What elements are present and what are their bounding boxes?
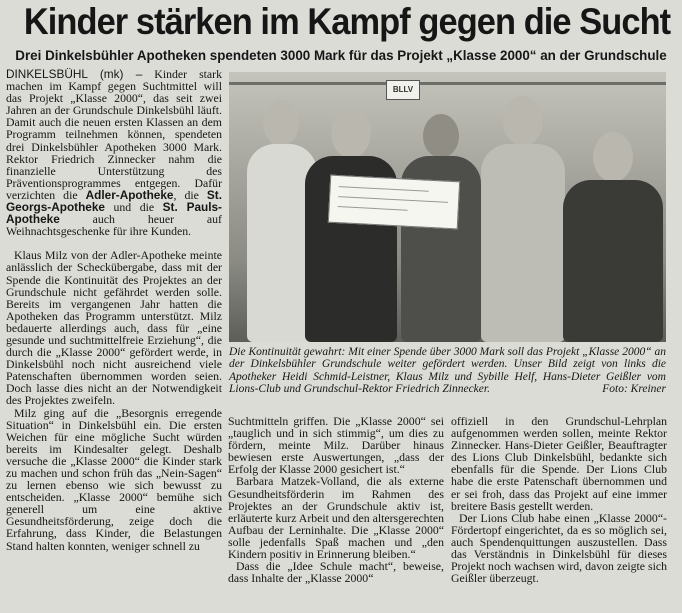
paragraph-5: Dass die „Idee Schule macht“, beweise, dass Inhalte der „Klasse 2000“ — [228, 559, 444, 586]
paragraph-1-text-b: , die — [173, 187, 207, 202]
paragraph-1-text-c: und die — [104, 200, 163, 215]
article-column-1 — [6, 68, 222, 613]
caption-text: Die Kontinuität gewahrt: Mit einer Spende über 3000 Mark soll das Projekt „Klasse 2000“ an der Dinkelsbühler Grundschule weiter gefördert werden. Unser Bild zeigt von links die Apotheker Heidi Schmid-Leistner, Klaus Milz und Sybille Helf, Hans-Dieter Geißler vom Lions-Club und Grundschul-Rektor Friedrich Zinnecker. — [229, 346, 666, 396]
dateline: DINKELSBÜHL (mk) – — [6, 68, 143, 81]
photo-person-5 — [563, 132, 663, 342]
article-column-2 — [228, 415, 444, 613]
pharmacy-name-adler: Adler-Apotheke — [85, 187, 174, 202]
photo-caption — [229, 346, 666, 396]
photo-banner: BLLV — [386, 80, 420, 100]
paragraph-1-text-d: auch heuer auf Weihnachtsgeschenke für ihre Kunden. — [6, 212, 222, 239]
donation-check — [328, 175, 460, 230]
photo-credit: Foto: Kreiner — [602, 383, 666, 396]
paragraph-5-continued: offiziell in den Grundschul-Lehrplan aufgenommen werden sollen, meinte Rektor Zinnecker. Hans-Dieter Geißler, Beauftragter des Lions Club Dinkelsbühl, bedankte sich ebenfalls für die Spende. Der Lions Club habe die erste Patenschaft übernommen und er sei froh, dass das Projekt auf eine immer breitere Basis gestellt werden. — [451, 415, 667, 513]
paragraph-1-text-a: Kinder stark machen im Kampf gegen Suchtmittel will das Projekt „Klasse 2000“, das seit zwei Jahren an der Grundschule Dinkelsbühl läuft. Damit auch die neuen ersten Klassen an dem Programm teilnehmen können, spendeten drei Dinkelsbühler Apotheken 3000 Mark. Rektor Friedrich Zinnecker nahm die finanzielle Unterstützung des Präventionsprogrammes entgegen. Dafür verzichten die — [6, 68, 222, 202]
paragraph-3-continued: Suchtmitteln griffen. Die „Klasse 2000“ sei „tauglich und in sich stimmig“, um dies zu fördern, meinte Milz. Darüber hinaus bewiesen erste Auswertungen, „dass der Erfolg der Klasse 2000 gesichert ist.“ — [228, 415, 444, 477]
paragraph-6: Der Lions Club habe einen „Klasse 2000“-Fördertopf eingerichtet, da es so möglich sei, auch Spendenquittungen auszustellen. Dass das Verständnis in Dinkelsbühl für dieses Projekt noch wachsen wird, davon zeigte sich Geißler überzeugt. — [451, 510, 667, 586]
subheadline: Drei Dinkelsbühler Apotheken spendeten 3000 Mark für das Projekt „Klasse 2000“ an der Grundschule — [15, 48, 667, 63]
paragraph-2: Klaus Milz von der Adler-Apotheke meinte anlässlich der Scheckübergabe, dass mit der Spende die Kontinuität des Projektes an der Grundschule nicht gefährdet werden solle. Bereits im vergangenen Jahr hatten die Apotheken das Programm unterstützt. Milz bedauerte allerdings auch, dass für „eine gesunde und suchtmittelfreie Erziehung“, die durch die „Klasse 2000“ gefördert werde, in Dinkelsbühl noch nicht ausreichend viele Patenschaften übernommen worden seien. Doch lasse dies nicht an der Notwendigkeit des Projektes zweifeln. — [6, 248, 222, 408]
article-column-3 — [451, 415, 667, 613]
pharmacy-name-st-pauls: St. Pauls-Apotheke — [6, 200, 222, 227]
pharmacy-name-st-georgs: St. Georgs-Apotheke — [6, 187, 222, 215]
paragraph-3: Milz ging auf die „Besorgnis erregende Situation“ in Dinkelsbühl ein. Die ersten Weichen für eine mögliche Sucht würden bereits im Kindesalter gelegt. Deshalb versuche die „Klasse 2000“ die Kinder stark zu machen und schon früh das „Nein-Sagen“ zu lernen ebenso wie sich bewusst zu entscheiden. „Klasse 2000“ bemühe sich generell um eine aktive Gesundheitsförderung, zeige doch die Erfahrung, dass Kinder, die Belastungen Stand halten konnten, weniger schnell zu — [6, 405, 222, 553]
paragraph-4: Barbara Matzek-Volland, die als externe Gesundheitsförderin im Rahmen des Projektes an der Grundschule aktiv ist, erläuterte kurz Arbeit und den altersgerechten Aufbau der Lerninhalte. Die „Klasse 2000“ solle jedenfalls Spaß machen und „den Kindern positiv in Erinnerung bleiben.“ — [228, 474, 444, 562]
photo-shelf — [229, 82, 666, 85]
photo-person-4 — [481, 96, 565, 342]
news-photo — [229, 72, 666, 342]
headline: Kinder stärken im Kampf gegen die Sucht — [23, 1, 671, 42]
paragraph-1 — [6, 68, 222, 237]
